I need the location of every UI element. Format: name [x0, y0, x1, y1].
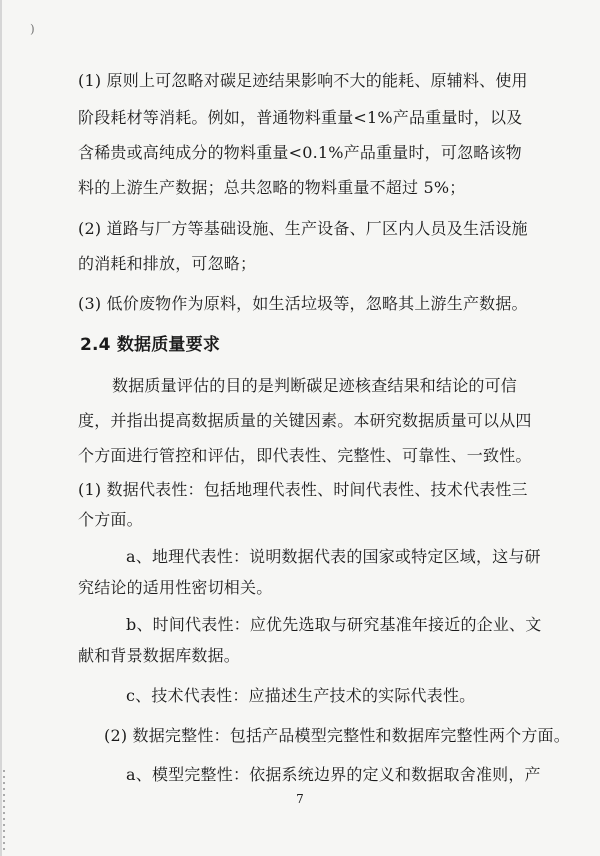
text-line: 含稀贵或高纯成分的物料重量<0.1%产品重量时，可忽略该物 — [78, 143, 522, 162]
text-line: (3) 低价废物作为原料，如生活垃圾等，忽略其上游生产数据。 — [78, 294, 528, 313]
section-heading: 2.4 数据质量要求 — [80, 335, 221, 355]
text-line: 度，并指出提高数据质量的关键因素。本研究数据质量可以从四 — [78, 411, 532, 430]
corner-mark: ) — [30, 22, 35, 36]
text-line: 料的上游生产数据；总共忽略的物料重量不超过 5%； — [78, 178, 466, 197]
text-line: 的消耗和排放，可忽略； — [78, 254, 257, 273]
scan-edge — [0, 0, 2, 856]
text-line: 个方面。 — [78, 510, 143, 529]
text-line: (1) 数据代表性：包括地理代表性、时间代表性、技术代表性三 — [78, 480, 528, 499]
text-line: (2) 数据完整性：包括产品模型完整性和数据库完整性两个方面。 — [104, 726, 570, 745]
text-line: b、时间代表性：应优先选取与研究基准年接近的企业、文 — [126, 615, 542, 634]
text-line: 阶段耗材等消耗。例如，普通物料重量<1%产品重量时，以及 — [78, 108, 523, 127]
scan-edge-ticks — [3, 770, 5, 850]
text-line: 究结论的适用性密切相关。 — [78, 578, 273, 597]
text-line: 数据质量评估的目的是判断碳足迹核查结果和结论的可信 — [112, 376, 518, 395]
text-line: c、技术代表性：应描述生产技术的实际代表性。 — [126, 686, 476, 705]
text-line: (2) 道路与厂方等基础设施、生产设备、厂区内人员及生活设施 — [78, 219, 528, 238]
text-line: a、模型完整性：依据系统边界的定义和数据取舍准则，产 — [126, 765, 541, 784]
text-line: 献和背景数据库数据。 — [78, 646, 241, 665]
text-line: 个方面进行管控和评估，即代表性、完整性、可靠性、一致性。 — [78, 446, 532, 465]
text-line: (1) 原则上可忽略对碳足迹结果影响不大的能耗、原辅料、使用 — [78, 71, 528, 90]
text-line: a、地理代表性：说明数据代表的国家或特定区域，这与研 — [126, 547, 541, 566]
page-number: 7 — [296, 792, 304, 806]
